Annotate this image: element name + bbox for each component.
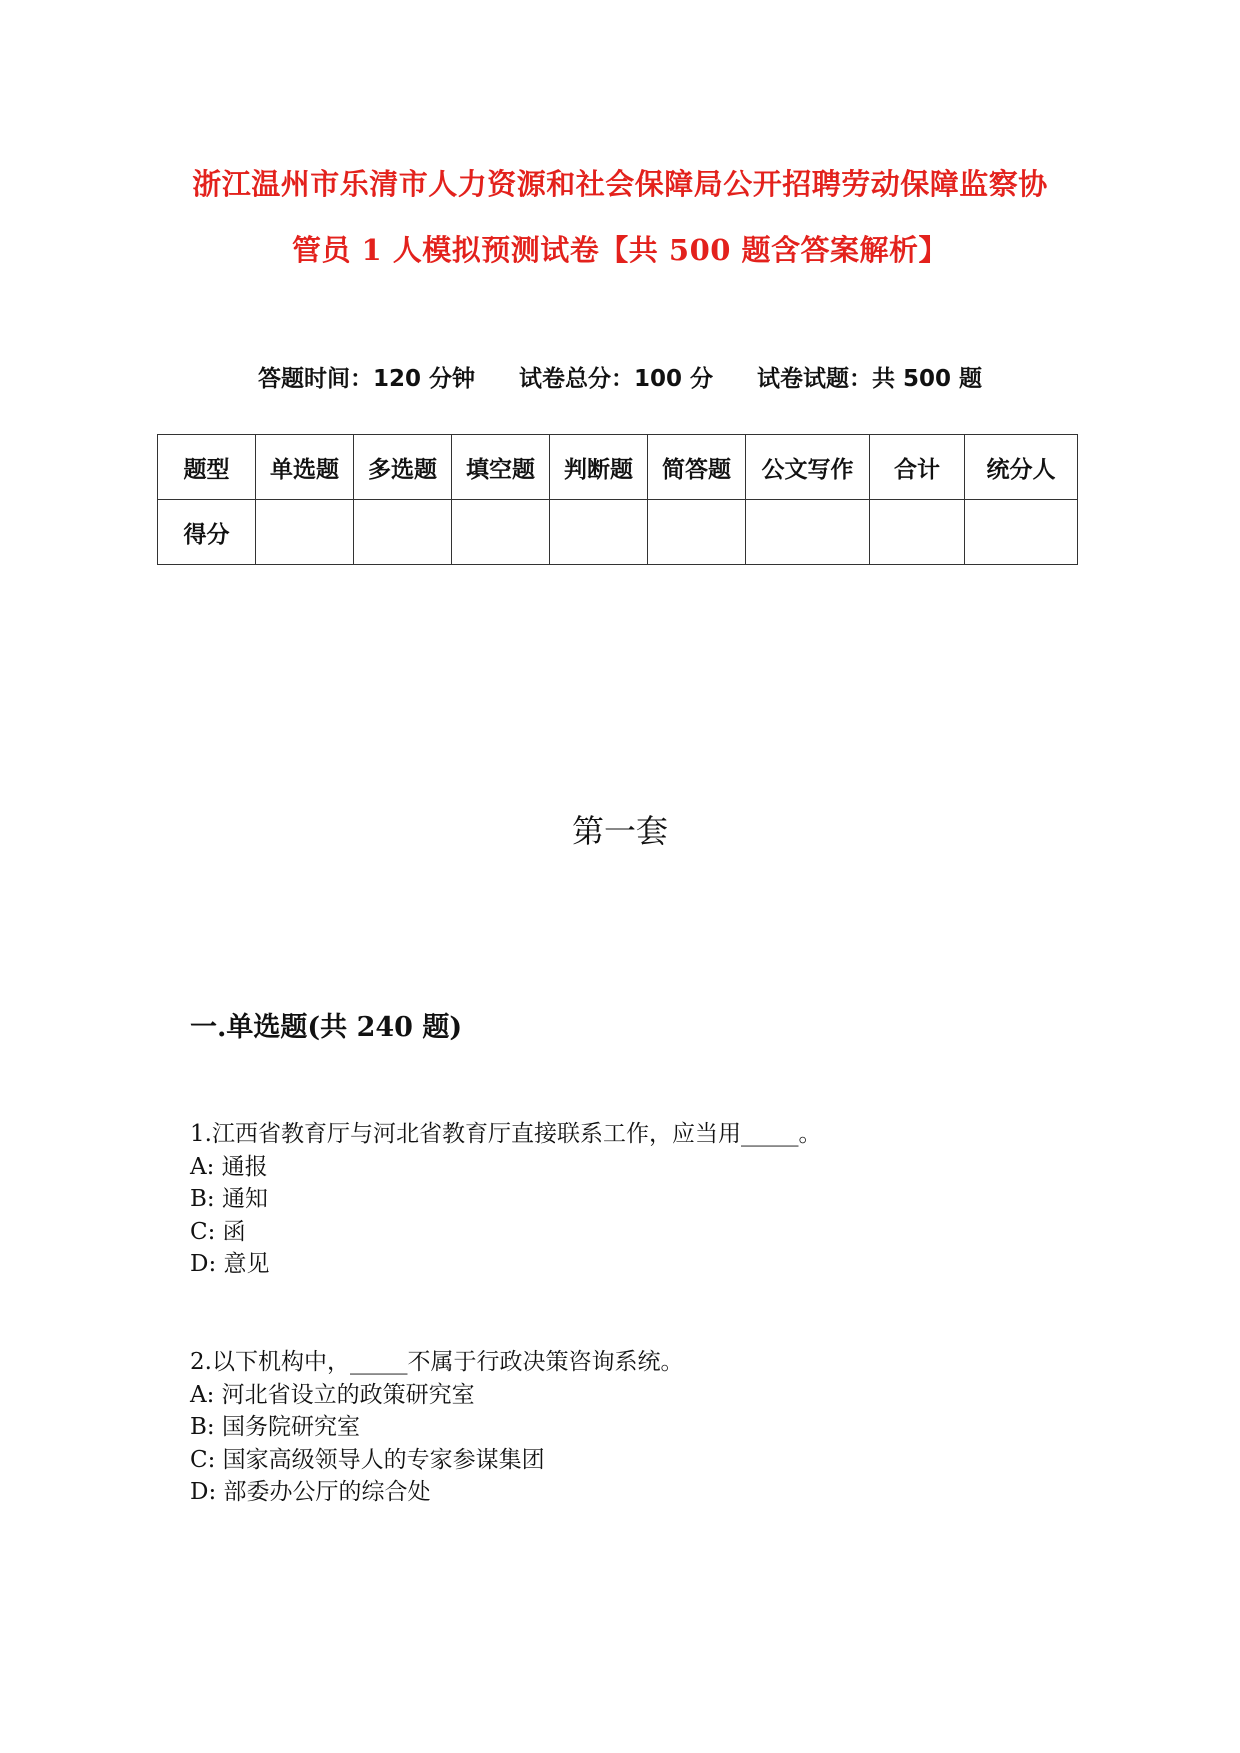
question-option: A: 通报 (190, 1153, 268, 1180)
score-table-header-cell: 判断题 (550, 435, 648, 500)
score-cell (256, 500, 354, 565)
exam-question-count: 试卷试题：共 500 题 (757, 366, 983, 392)
exam-meta (0, 360, 1240, 393)
exam-total-score: 试卷总分：100 分 (518, 366, 714, 392)
question-item (190, 1346, 683, 1509)
question-option: B: 国务院研究室 (190, 1414, 360, 1440)
question-stem: 2.以下机构中，_____不属于行政决策咨询系统。 (190, 1349, 684, 1375)
score-cell (965, 500, 1078, 565)
score-cell (648, 500, 746, 565)
score-cell (550, 500, 648, 565)
exam-time: 答题时间：120 分钟 (257, 366, 475, 392)
exam-title-line-2: 管员 1 人模拟预测试卷【共 500 题含答案解析】 (291, 233, 949, 267)
section-title: 一.单选题(共 240 题) (190, 1012, 463, 1043)
score-cell (354, 500, 452, 565)
score-table (157, 434, 1078, 565)
score-table-score-row (158, 500, 1078, 565)
score-table-header-cell: 题型 (158, 435, 256, 500)
score-cell (746, 500, 870, 565)
score-table-header-cell: 公文写作 (746, 435, 870, 500)
set-title: 第一套 (571, 812, 668, 850)
score-table-header-cell: 统分人 (965, 435, 1078, 500)
score-table-header-cell: 单选题 (256, 435, 354, 500)
score-table-header-cell: 多选题 (354, 435, 452, 500)
score-cell (870, 500, 965, 565)
score-table-header-cell: 填空题 (452, 435, 550, 500)
score-table-header-row (158, 435, 1078, 500)
question-option: C: 国家高级领导人的专家参谋集团 (190, 1446, 545, 1473)
question-option: D: 部委办公厅的综合处 (190, 1479, 431, 1505)
score-table-header-cell: 简答题 (648, 435, 746, 500)
score-table-header-cell: 合计 (870, 435, 965, 500)
question-stem: 1.江西省教育厅与河北省教育厅直接联系工作，应当用_____。 (190, 1121, 822, 1147)
question-item (190, 1118, 821, 1281)
question-option: D: 意见 (190, 1251, 270, 1277)
question-option: A: 河北省设立的政策研究室 (190, 1381, 475, 1408)
question-option: C: 函 (190, 1218, 246, 1245)
question-option: B: 通知 (190, 1186, 268, 1212)
score-row-label: 得分 (158, 500, 256, 565)
score-cell (452, 500, 550, 565)
exam-title-line-1: 浙江温州市乐清市人力资源和社会保障局公开招聘劳动保障监察协 (192, 167, 1048, 201)
